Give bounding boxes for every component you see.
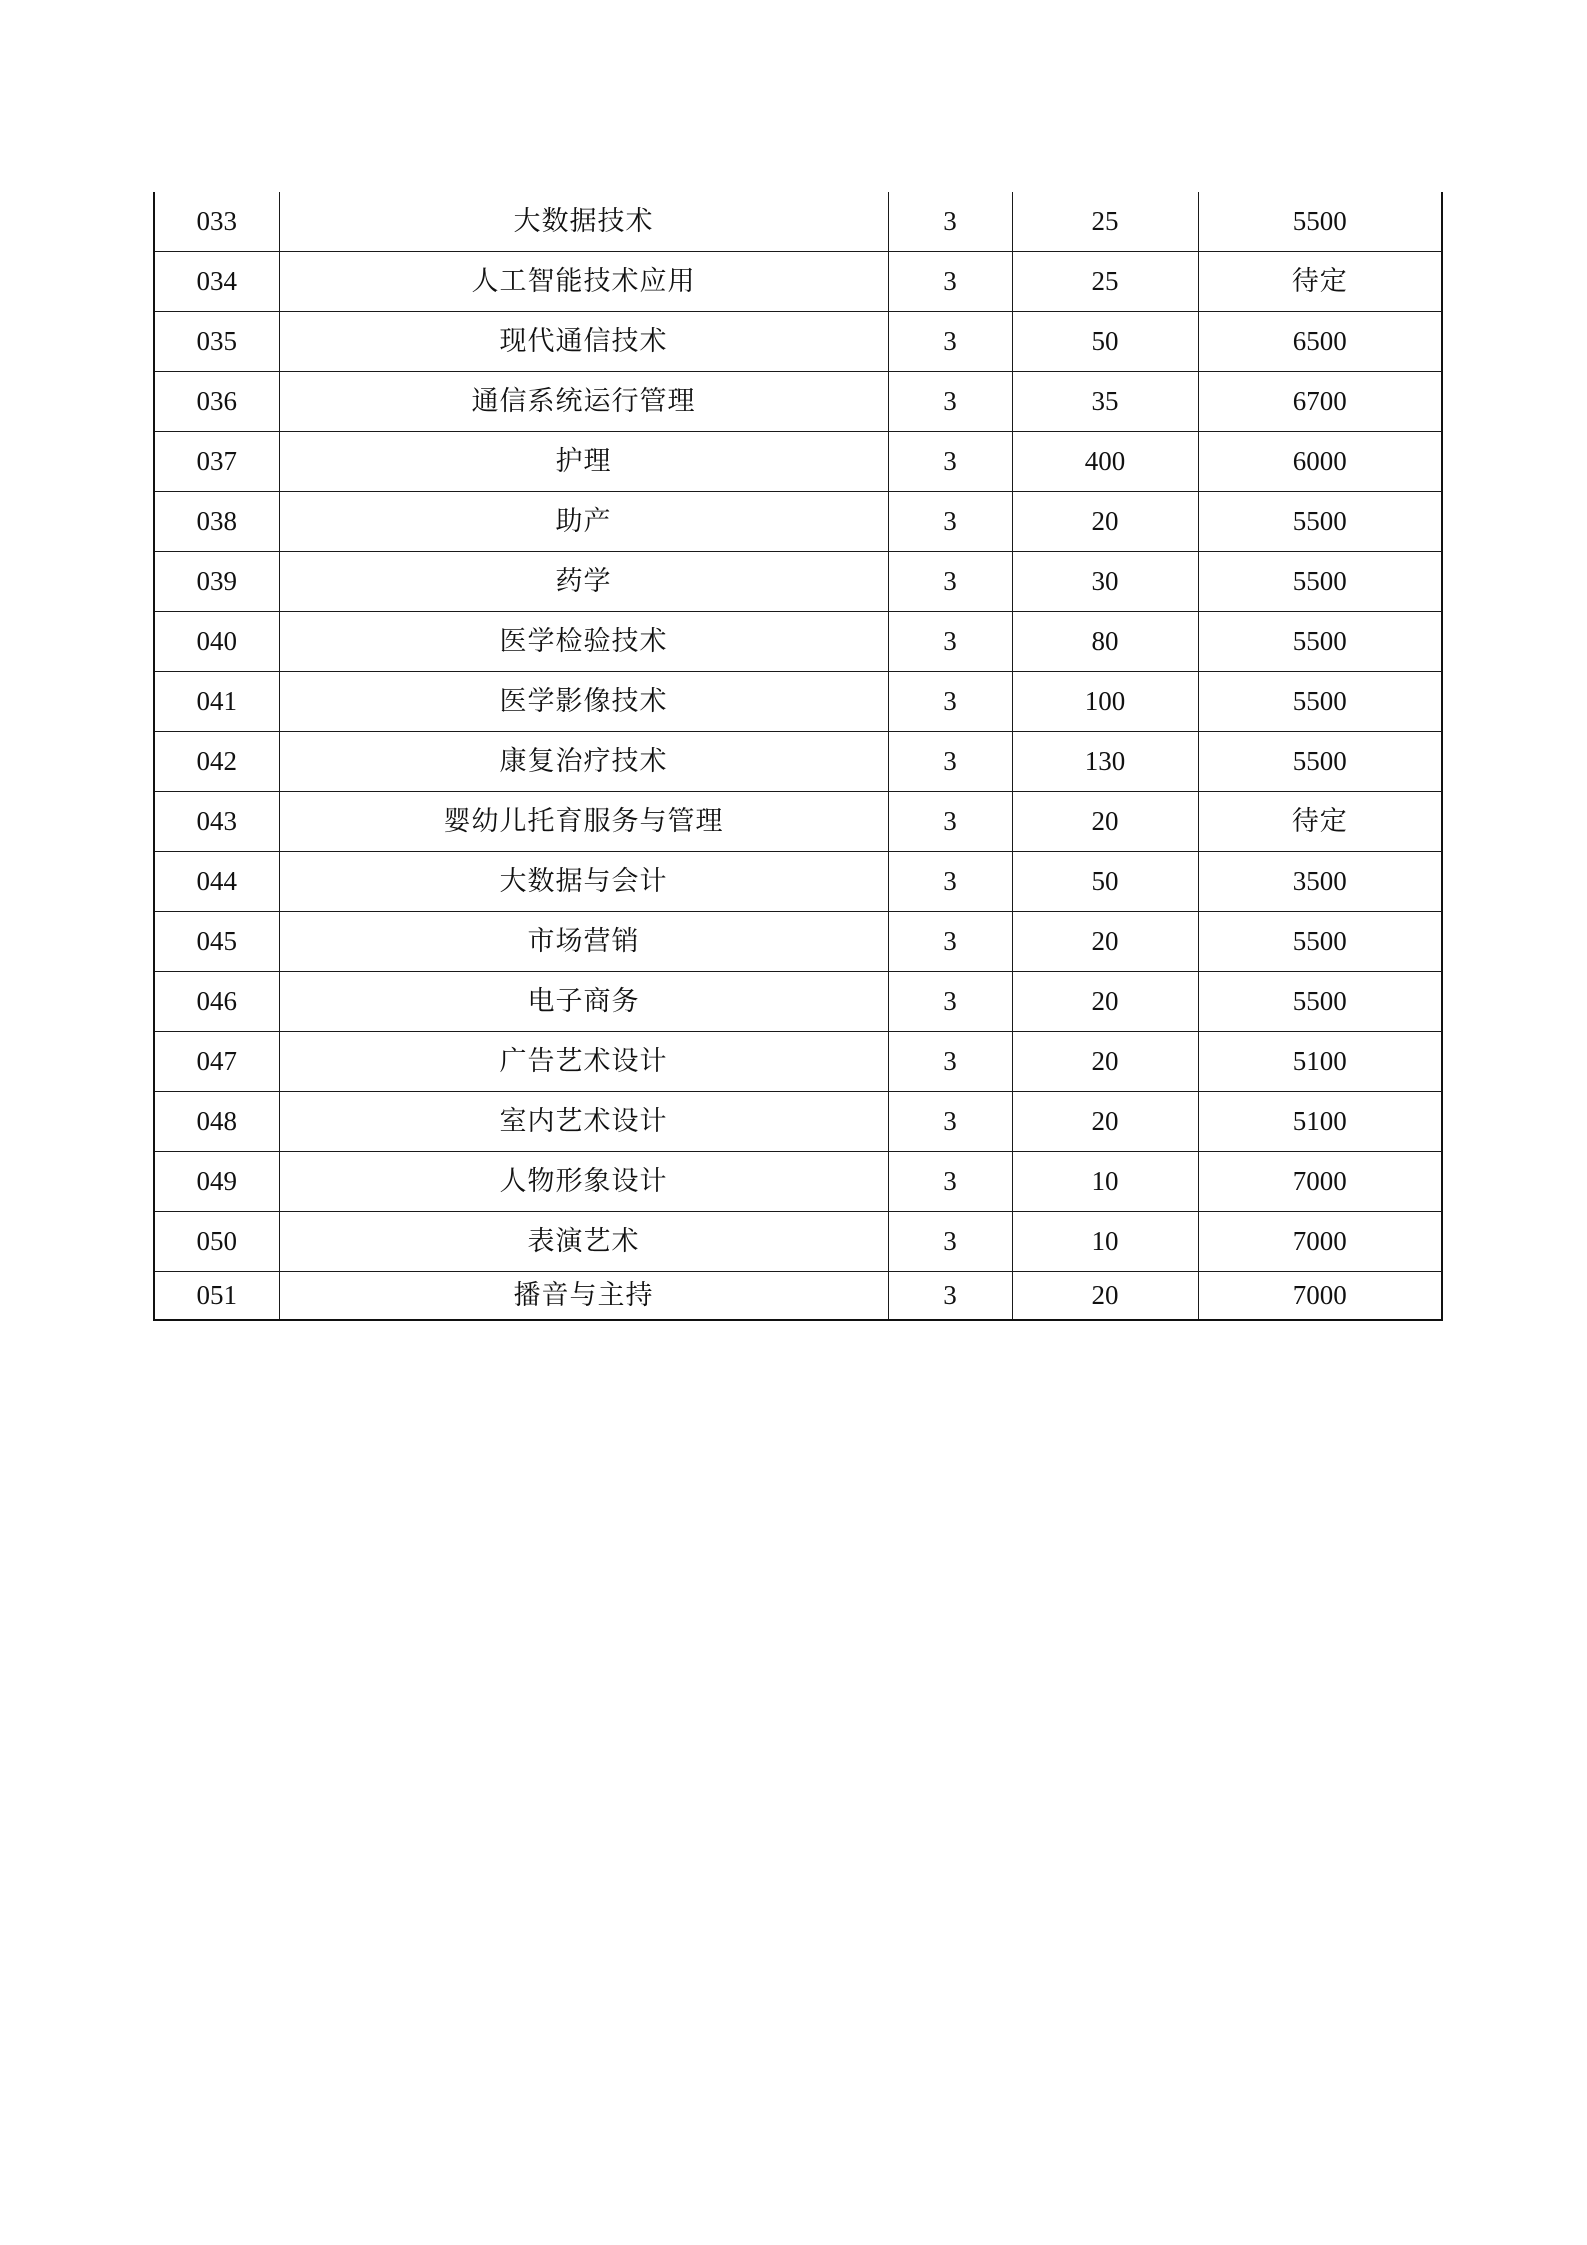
quota-cell: 20 <box>1012 492 1198 552</box>
years-cell: 3 <box>888 372 1012 432</box>
table-row <box>154 552 1442 612</box>
years-cell: 3 <box>888 972 1012 1032</box>
fee-cell: 7000 <box>1198 1272 1442 1321</box>
fee-cell: 5500 <box>1198 732 1442 792</box>
major-cell: 医学影像技术 <box>279 672 888 732</box>
years-cell: 3 <box>888 192 1012 252</box>
fee-cell: 7000 <box>1198 1212 1442 1272</box>
quota-cell: 100 <box>1012 672 1198 732</box>
table-row <box>154 432 1442 492</box>
major-cell: 护理 <box>279 432 888 492</box>
years-cell: 3 <box>888 552 1012 612</box>
code-cell: 042 <box>154 732 279 792</box>
major-cell: 通信系统运行管理 <box>279 372 888 432</box>
quota-cell: 50 <box>1012 312 1198 372</box>
fee-cell: 5500 <box>1198 672 1442 732</box>
major-cell: 人物形象设计 <box>279 1152 888 1212</box>
quota-cell: 50 <box>1012 852 1198 912</box>
quota-cell: 80 <box>1012 612 1198 672</box>
quota-cell: 25 <box>1012 252 1198 312</box>
years-cell: 3 <box>888 1272 1012 1321</box>
years-cell: 3 <box>888 1152 1012 1212</box>
code-cell: 039 <box>154 552 279 612</box>
fee-cell: 5100 <box>1198 1092 1442 1152</box>
major-cell: 现代通信技术 <box>279 312 888 372</box>
table-body <box>154 192 1442 1320</box>
fee-cell: 5100 <box>1198 1032 1442 1092</box>
table-row <box>154 1272 1442 1321</box>
code-cell: 035 <box>154 312 279 372</box>
enrollment-table <box>153 192 1443 1321</box>
major-cell: 医学检验技术 <box>279 612 888 672</box>
quota-cell: 20 <box>1012 792 1198 852</box>
fee-cell: 6700 <box>1198 372 1442 432</box>
quota-cell: 30 <box>1012 552 1198 612</box>
major-cell: 药学 <box>279 552 888 612</box>
major-cell: 市场营销 <box>279 912 888 972</box>
code-cell: 034 <box>154 252 279 312</box>
years-cell: 3 <box>888 612 1012 672</box>
major-cell: 康复治疗技术 <box>279 732 888 792</box>
code-cell: 038 <box>154 492 279 552</box>
code-cell: 049 <box>154 1152 279 1212</box>
quota-cell: 20 <box>1012 972 1198 1032</box>
code-cell: 033 <box>154 192 279 252</box>
quota-cell: 20 <box>1012 912 1198 972</box>
quota-cell: 10 <box>1012 1152 1198 1212</box>
major-cell: 婴幼儿托育服务与管理 <box>279 792 888 852</box>
fee-cell: 5500 <box>1198 612 1442 672</box>
years-cell: 3 <box>888 252 1012 312</box>
fee-cell: 6000 <box>1198 432 1442 492</box>
years-cell: 3 <box>888 1092 1012 1152</box>
table-row <box>154 732 1442 792</box>
table-row <box>154 1212 1442 1272</box>
years-cell: 3 <box>888 852 1012 912</box>
fee-cell: 7000 <box>1198 1152 1442 1212</box>
quota-cell: 400 <box>1012 432 1198 492</box>
quota-cell: 20 <box>1012 1272 1198 1321</box>
fee-cell: 5500 <box>1198 912 1442 972</box>
table-row <box>154 312 1442 372</box>
table-row <box>154 612 1442 672</box>
years-cell: 3 <box>888 312 1012 372</box>
quota-cell: 20 <box>1012 1092 1198 1152</box>
table-row <box>154 192 1442 252</box>
major-cell: 广告艺术设计 <box>279 1032 888 1092</box>
major-cell: 播音与主持 <box>279 1272 888 1321</box>
code-cell: 036 <box>154 372 279 432</box>
major-cell: 助产 <box>279 492 888 552</box>
quota-cell: 35 <box>1012 372 1198 432</box>
table-row <box>154 672 1442 732</box>
major-cell: 表演艺术 <box>279 1212 888 1272</box>
code-cell: 045 <box>154 912 279 972</box>
code-cell: 047 <box>154 1032 279 1092</box>
quota-cell: 10 <box>1012 1212 1198 1272</box>
code-cell: 044 <box>154 852 279 912</box>
fee-cell: 3500 <box>1198 852 1442 912</box>
fee-cell: 5500 <box>1198 552 1442 612</box>
major-cell: 电子商务 <box>279 972 888 1032</box>
quota-cell: 25 <box>1012 192 1198 252</box>
years-cell: 3 <box>888 732 1012 792</box>
fee-cell: 5500 <box>1198 492 1442 552</box>
years-cell: 3 <box>888 1212 1012 1272</box>
major-cell: 室内艺术设计 <box>279 1092 888 1152</box>
years-cell: 3 <box>888 912 1012 972</box>
quota-cell: 130 <box>1012 732 1198 792</box>
table-row <box>154 852 1442 912</box>
table-row <box>154 912 1442 972</box>
table-row <box>154 252 1442 312</box>
table-row <box>154 792 1442 852</box>
table-row <box>154 1092 1442 1152</box>
code-cell: 048 <box>154 1092 279 1152</box>
enrollment-table-container <box>153 192 1441 1321</box>
code-cell: 051 <box>154 1272 279 1321</box>
code-cell: 041 <box>154 672 279 732</box>
fee-cell: 5500 <box>1198 192 1442 252</box>
major-cell: 人工智能技术应用 <box>279 252 888 312</box>
table-row <box>154 492 1442 552</box>
code-cell: 046 <box>154 972 279 1032</box>
years-cell: 3 <box>888 672 1012 732</box>
fee-cell: 待定 <box>1198 252 1442 312</box>
table-row <box>154 1152 1442 1212</box>
years-cell: 3 <box>888 1032 1012 1092</box>
table-row <box>154 972 1442 1032</box>
major-cell: 大数据与会计 <box>279 852 888 912</box>
years-cell: 3 <box>888 492 1012 552</box>
years-cell: 3 <box>888 792 1012 852</box>
table-row <box>154 1032 1442 1092</box>
table-row <box>154 372 1442 432</box>
major-cell: 大数据技术 <box>279 192 888 252</box>
code-cell: 040 <box>154 612 279 672</box>
fee-cell: 待定 <box>1198 792 1442 852</box>
code-cell: 043 <box>154 792 279 852</box>
code-cell: 050 <box>154 1212 279 1272</box>
fee-cell: 5500 <box>1198 972 1442 1032</box>
quota-cell: 20 <box>1012 1032 1198 1092</box>
code-cell: 037 <box>154 432 279 492</box>
years-cell: 3 <box>888 432 1012 492</box>
fee-cell: 6500 <box>1198 312 1442 372</box>
